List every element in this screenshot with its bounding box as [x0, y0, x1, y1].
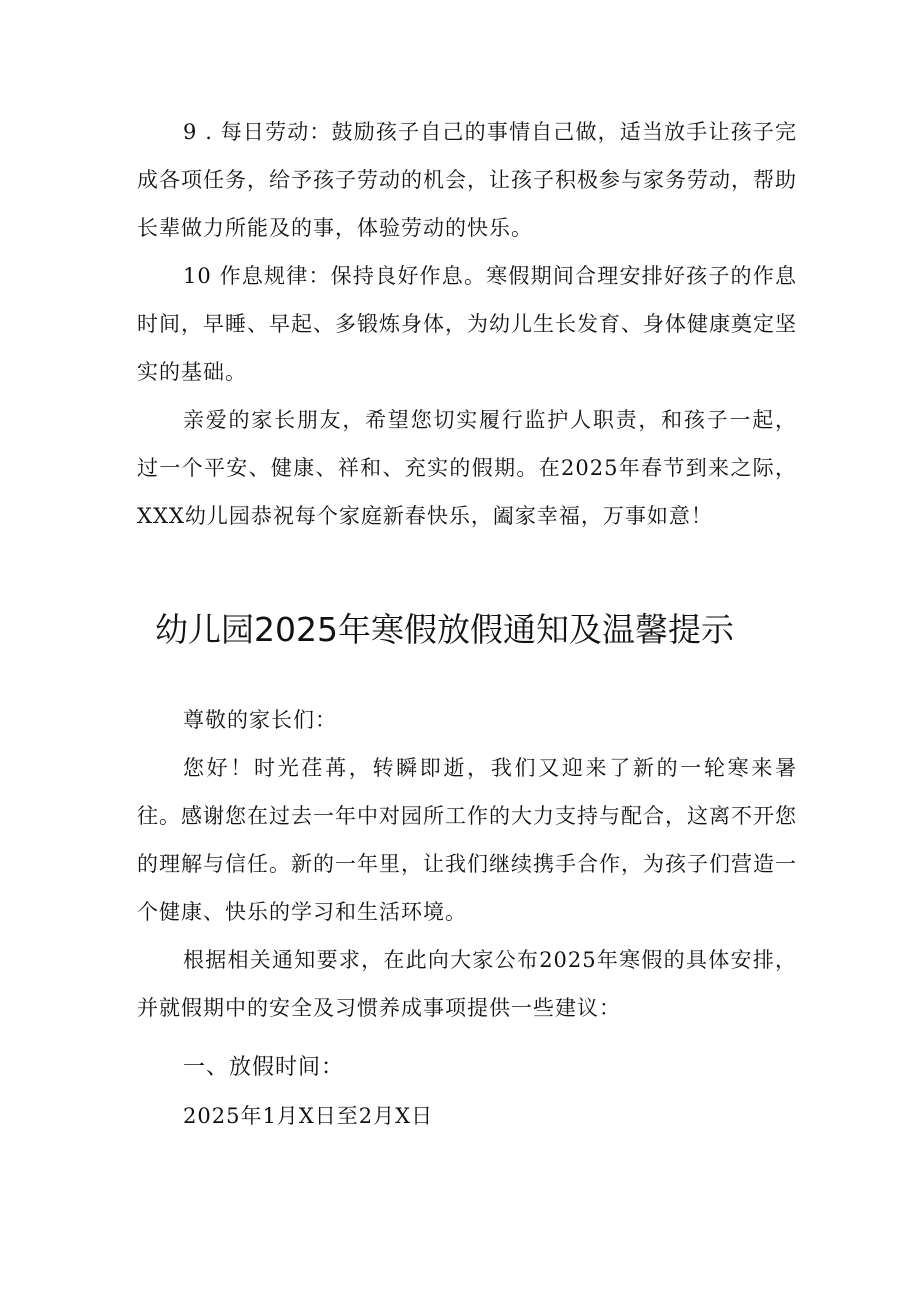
paragraph-daily-labor: 9 . 每日劳动：鼓励孩子自己的事情自己做，适当放手让孩子完成各项任务，给予孩子劳动的机会，让孩子积极参与家务劳动，帮助长辈做力所能及的事，体验劳动的快乐。	[137, 120, 797, 240]
paragraph-greeting-body: 您好！时光荏苒，转瞬即逝，我们又迎来了新的一轮寒来暑往。感谢您在过去一年中对园所工作的大力支持与配合，这离不开您的理解与信任。新的一年里，让我们继续携手合作，为孩子们营造一个健康、快乐的学习和生活环境。	[137, 756, 797, 924]
paragraph-arrangement-intro: 根据相关通知要求，在此向大家公布2025年寒假的具体安排，并就假期中的安全及习惯养成事项提供一些建议：	[137, 948, 797, 1020]
paragraph-sleep-routine: 10 作息规律：保持良好作息。寒假期间合理安排好孩子的作息时间，早睡、早起、多锻炼身体，为幼儿生长发育、身体健康奠定坚实的基础。	[137, 264, 797, 384]
paragraph-closing-wishes: 亲爱的家长朋友，希望您切实履行监护人职责，和孩子一起，过一个平安、健康、祥和、充实的假期。在2025年春节到来之际，XXX幼儿园恭祝每个家庭新春快乐，阖家幸福，万事如意！	[137, 408, 797, 528]
holiday-date-range: 2025年1月X日至2月X日	[183, 1104, 434, 1128]
section-heading-holiday-time: 一、放假时间：	[183, 1055, 345, 1080]
greeting-line: 尊敬的家长们：	[183, 708, 337, 732]
notice-title: 幼儿园2025年寒假放假通知及温馨提示	[155, 610, 734, 649]
